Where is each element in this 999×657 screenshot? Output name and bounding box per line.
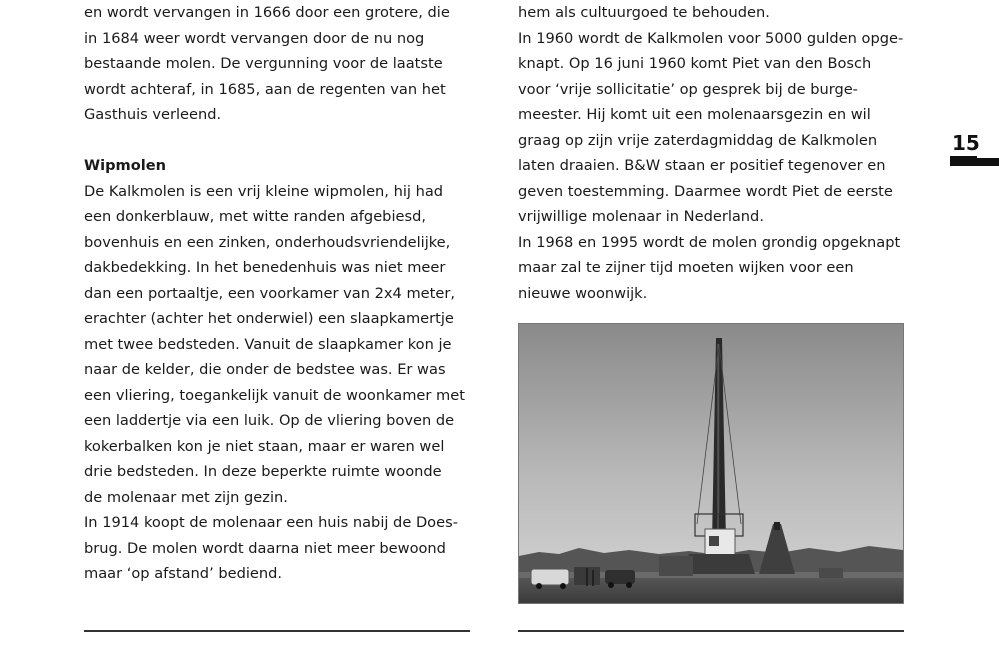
text-line: een donkerblauw, met witte randen afgebiesd, xyxy=(84,208,426,225)
text-line: wordt achteraf, in 1685, aan de regenten van het xyxy=(84,80,446,98)
text-line: een laddertje via een luik. Op de vliering boven de xyxy=(84,412,455,429)
text-line: naar de kelder, die onder de bedstee was. Er was xyxy=(84,361,446,378)
text-line: kokerbalken kon je niet staan, maar er waren wel xyxy=(84,437,445,455)
text-line: bovenhuis en een zinken, onderhoudsvriendelijke, xyxy=(84,233,451,251)
text-line: drie bedsteden. In deze beperkte ruimte woonde xyxy=(84,463,442,480)
right-text-column xyxy=(518,0,918,306)
left-text-column xyxy=(84,0,484,587)
text-line: voor ‘vrije sollicitatie’ op gesprek bij de burge- xyxy=(518,80,858,98)
page-tab-marker xyxy=(950,158,999,166)
text-line: brug. De molen wordt daarna niet meer bewoond xyxy=(84,539,446,557)
text-line: In 1914 koopt de molenaar een huis nabij de Does- xyxy=(84,514,458,531)
text-line: meester. Hij komt uit een molenaarsgezin en wil xyxy=(518,106,871,123)
text-line: met twee bedsteden. Vanuit de slaapkamer kon je xyxy=(84,335,452,353)
text-line: laten draaien. B&W staan er positief tegenover en xyxy=(518,157,886,174)
text-line: Gasthuis verleend. xyxy=(84,106,222,123)
text-line: In 1960 wordt de Kalkmolen voor 5000 gulden opge- xyxy=(518,29,904,47)
page-number: 15 xyxy=(952,131,980,155)
text-line: In 1968 en 1995 wordt de molen grondig opgeknapt xyxy=(518,233,901,251)
text-line: bestaande molen. De vergunning voor de laatste xyxy=(84,55,443,72)
photo-crane-lifting-mill xyxy=(518,323,904,604)
text-line: maar ‘op afstand’ bediend. xyxy=(84,565,283,582)
text-line: hem als cultuurgoed te behouden. xyxy=(518,4,770,21)
text-line: de molenaar met zijn gezin. xyxy=(84,488,288,506)
text-line: graag op zijn vrije zaterdagmiddag de Kalkmolen xyxy=(518,131,878,149)
text-line: knapt. Op 16 juni 1960 komt Piet van den Bosch xyxy=(518,55,872,72)
text-line: vrijwillige molenaar in Nederland. xyxy=(518,208,764,225)
text-line: een vliering, toegankelijk vanuit de woonkamer met xyxy=(84,386,465,404)
text-line: geven toestemming. Daarmee wordt Piet de eerste xyxy=(518,182,893,200)
text-line: dakbedekking. In het benedenhuis was niet meer xyxy=(84,259,446,276)
text-line: dan een portaaltje, een voorkamer van 2x4 meter, xyxy=(84,284,455,302)
paragraph-spacer xyxy=(84,128,484,154)
text-line: maar zal te zijner tijd moeten wijken voor een xyxy=(518,259,854,276)
text-line: De Kalkmolen is een vrij kleine wipmolen, hij had xyxy=(84,182,444,200)
footer-rule-left xyxy=(84,630,470,632)
text-line: en wordt vervangen in 1666 door een grotere, die xyxy=(84,4,450,21)
section-heading: Wipmolen xyxy=(84,157,167,174)
text-line: in 1684 weer wordt vervangen door de nu nog xyxy=(84,29,425,47)
footer-rule-right xyxy=(518,630,904,632)
text-line: nieuwe woonwijk. xyxy=(518,284,648,302)
text-line: erachter (achter het onderwiel) een slaapkamertje xyxy=(84,310,454,327)
